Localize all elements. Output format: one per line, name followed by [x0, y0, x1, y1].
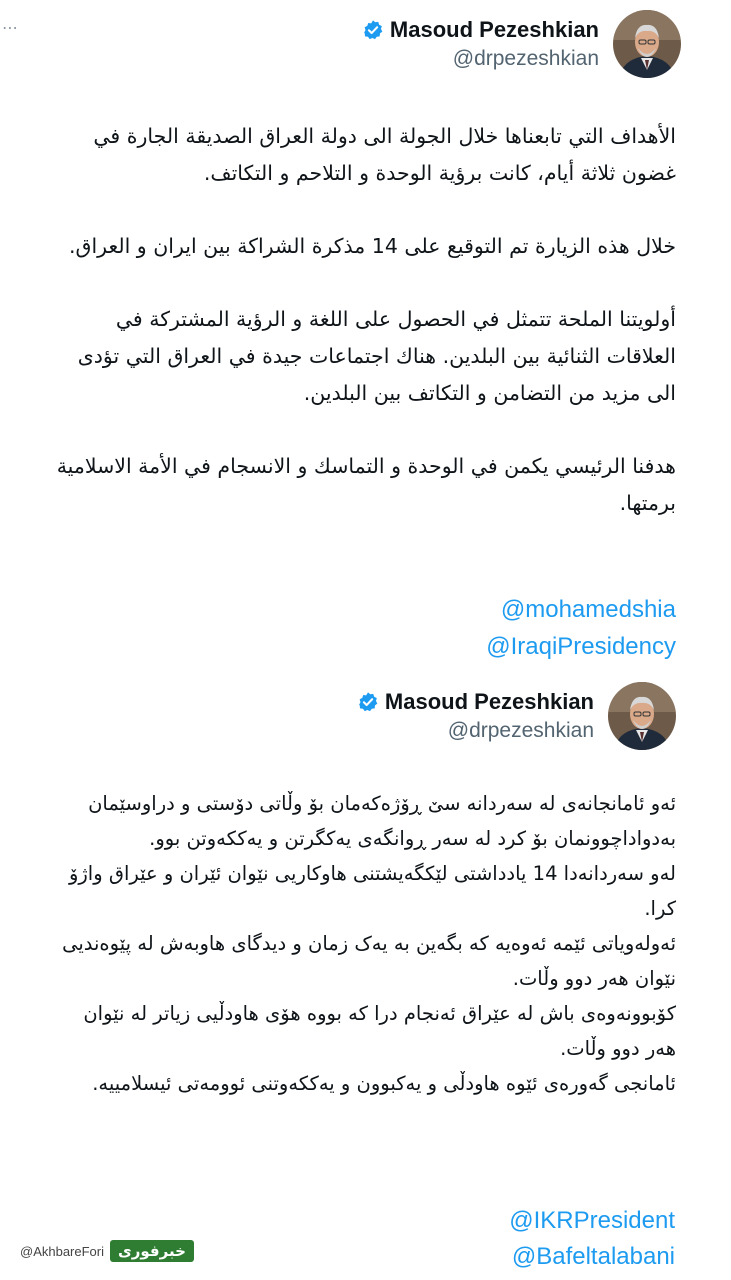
more-options-icon[interactable]: ⋯ — [2, 18, 20, 37]
tweet2-paragraph: ئەولەویاتی ئێمە ئەوەیە کە بگەین بە یەک زمان و دیدگای هاوبەش لە پێوەندیی نێوان هەر دوو وڵات. — [62, 932, 676, 990]
tweet1-paragraph: هدفنا الرئيسي يكمن في الوحدة و التماسك و الانسجام في الأمة الاسلامية برمتها. — [56, 454, 676, 515]
tweet1-paragraph: خلال هذه الزيارة تم التوقيع على 14 مذكرة الشراكة بين ايران و العراق. — [69, 234, 676, 258]
tweet2-text — [56, 786, 676, 1101]
mention-link[interactable]: @IKRPresident — [509, 1207, 675, 1234]
tweet2-paragraph: کۆبوونەوەی باش لە عێراق ئەنجام درا کە بووە هۆی هاودڵیی زیاتر لە نێوان هەر دوو وڵات. — [83, 1002, 676, 1060]
tweet1-avatar[interactable] — [613, 10, 681, 78]
tweet1-paragraph: الأهداف التي تابعناها خلال الجولة الى دولة العراق الصديقة الجارة في غضون ثلاثة أيام، كانت برؤية الوحدة و التلاحم و التكاتف. — [93, 124, 676, 185]
tweet2-header — [357, 682, 676, 750]
verified-badge-icon — [362, 19, 384, 41]
watermark-logo: خبرفوری — [110, 1240, 194, 1262]
tweet2-paragraph: لەو سەردانەدا 14 یادداشتی لێکگەیشتنی هاوکاریی نێوان ئێران و عێراق واژۆ کرا. — [68, 862, 676, 920]
tweet2-paragraph: ئەو ئامانجانەی لە سەردانە سێ ڕۆژەکەمان بۆ وڵاتی دۆستی و دراوسێمان بەدواداچوونمان بۆ کرد لە سەر ڕوانگەی یەکگرتن و یەککەوتن بوو. — [88, 792, 676, 850]
tweet1-header — [362, 10, 681, 78]
watermark — [20, 1240, 194, 1262]
verified-badge-icon — [357, 691, 379, 713]
tweet2-author-name[interactable]: Masoud Pezeshkian — [384, 689, 594, 714]
tweet2-author-info — [357, 689, 594, 743]
tweet1-author-info — [362, 17, 599, 71]
watermark-handle: @AkhbareFori — [20, 1243, 105, 1259]
mention-link[interactable]: @IraqiPresidency — [486, 633, 676, 660]
mention-link[interactable]: @Bafeltalabani — [511, 1243, 675, 1270]
tweet1-author-name[interactable]: Masoud Pezeshkian — [389, 17, 599, 42]
tweet2-author-handle[interactable]: @drpezeshkian — [447, 719, 594, 742]
tweet2-paragraph: ئامانجی گەورەی ئێوە هاودڵی و یەکبوون و یەککەوتنی ئوومەتی ئیسلامییە. — [92, 1072, 676, 1095]
tweet1-paragraph: أولويتنا الملحة تتمثل في الحصول على اللغة و الرؤية المشتركة في العلاقات الثنائية بين البلدين. هناك اجتماعات جيدة في العراق التي تؤدى الى مزيد من التضامن و التكاتف بين البلدين. — [77, 307, 676, 405]
tweet1-text — [46, 118, 676, 522]
tweet2-avatar[interactable] — [608, 682, 676, 750]
tweet1-author-handle[interactable]: @drpezeshkian — [452, 47, 599, 70]
mention-link[interactable]: @mohamedshia — [500, 596, 676, 623]
